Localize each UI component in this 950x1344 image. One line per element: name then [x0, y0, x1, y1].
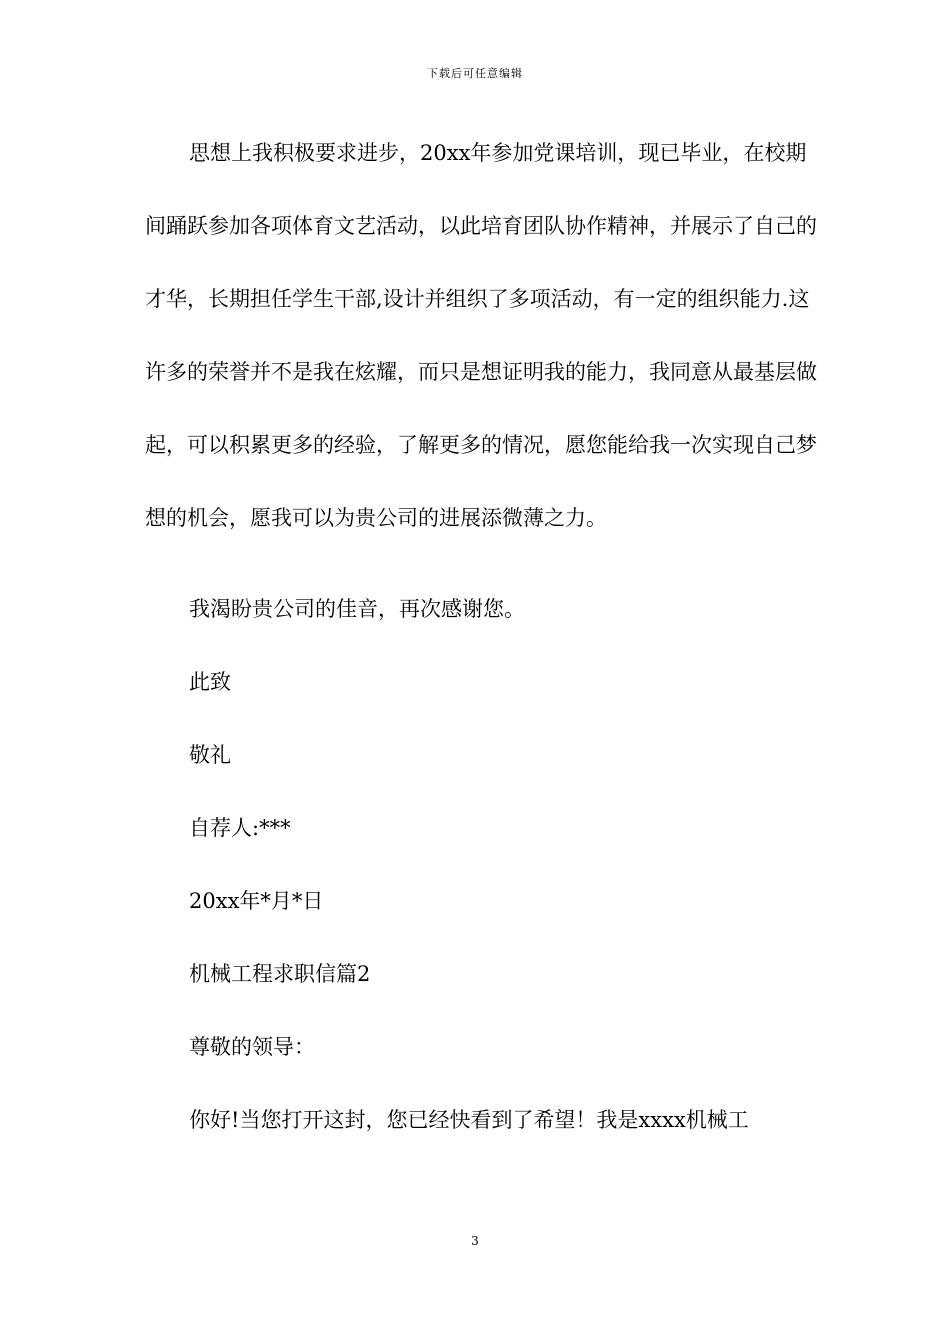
- closing-line: 我渴盼贵公司的佳音，再次感谢您。: [189, 597, 525, 621]
- greeting-line: 尊敬的领导：: [189, 1035, 315, 1059]
- section-title: 机械工程求职信篇2: [189, 962, 371, 986]
- date-line: 20xx年*月*日: [189, 889, 324, 913]
- document-body: [145, 135, 825, 1175]
- salutation-line: 此致: [189, 670, 231, 694]
- signature-line: 自荐人:***: [189, 816, 291, 840]
- letter-opening-line: 你好!当您打开这封，您已经快看到了希望！我是xxxx机械工: [189, 1108, 749, 1132]
- paragraph: 思想上我积极要求进步，20xx年参加党课培训，现已毕业，在校期间踊跃参加各项体育文艺活动，以此培育团队协作精神，并展示了自己的才华，长期担任学生干部,设计并组织了多项活动，有一定的组织能力.这许多的荣誉并不是我在炫耀，而只是想证明我的能力，我同意从最基层做起，可以积累更多的经验，了解更多的情况，愿您能给我一次实现自己梦想的机会，愿我可以为贵公司的进展添微薄之力。: [145, 141, 817, 530]
- regards-line: 敬礼: [189, 743, 231, 767]
- page-header: 下载后可任意编辑: [427, 67, 523, 80]
- page-number: 3: [471, 1234, 479, 1248]
